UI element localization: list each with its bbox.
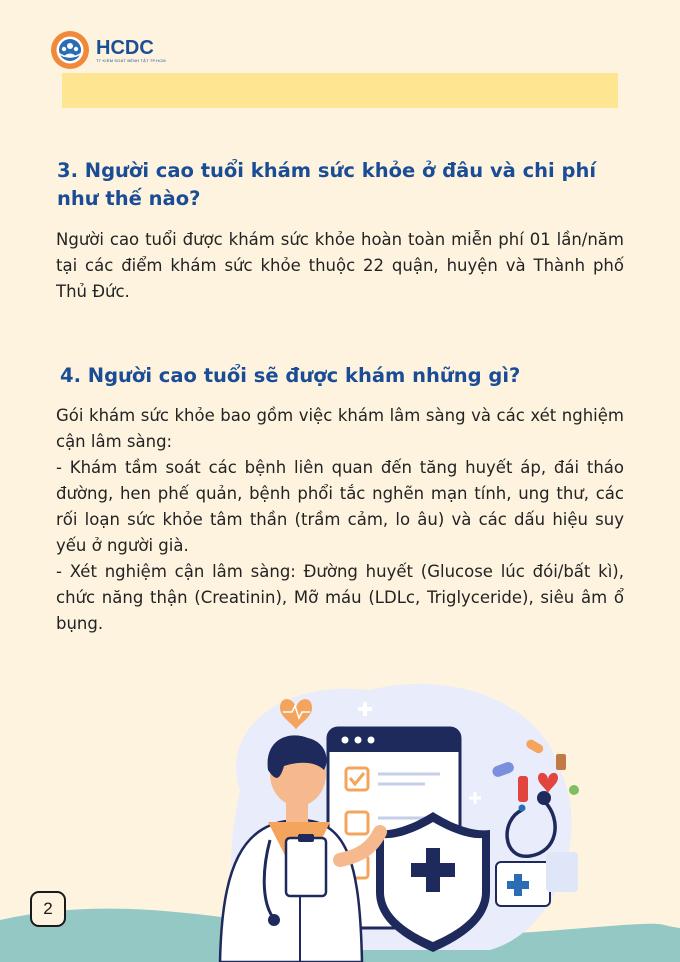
section-4-body (56, 403, 624, 637)
highlight-bar (62, 73, 618, 108)
hcdc-logo (50, 30, 166, 70)
hcdc-emblem-icon (50, 30, 90, 70)
page-number-badge: 2 (30, 891, 66, 927)
logo-name: HCDC (96, 36, 154, 59)
section-3-body: Người cao tuổi được khám sức khỏe hoàn toàn miễn phí 01 lần/năm tại các điểm khám sức khỏe thuộc 22 quận, huyện và Thành phố Thủ Đức. (56, 230, 624, 301)
section-4-lab-tests-item: - Xét nghiệm cận lâm sàng: Đường huyết (Glucose lúc đói/bất kì), chức năng thận (Creatinin), Mỡ máu (LDLc, Triglyceride), siêu âm ổ bụng. (56, 562, 624, 633)
section-3-heading: 3. Người cao tuổi khám sức khỏe ở đâu và chi phí như thế nào? (57, 159, 597, 210)
logo-subtitle: TT KIỂM SOÁT BỆNH TẬT TP.HCM (96, 57, 166, 63)
doctor-checkup-illustration (200, 670, 600, 962)
section-4-screening-item: - Khám tầm soát các bệnh liên quan đến tăng huyết áp, đái tháo đường, hen phế quản, bệnh phổi tắc nghẽn mạn tính, ung thư, các rối loạn sức khỏe tâm thần (trầm cảm, lo âu) và các dấu hiệu suy yếu ở người già. (56, 458, 624, 555)
section-4-heading: 4. Người cao tuổi sẽ được khám những gì? (60, 364, 521, 387)
section-4-intro: Gói khám sức khỏe bao gồm việc khám lâm sàng và các xét nghiệm cận lâm sàng: (56, 406, 624, 451)
